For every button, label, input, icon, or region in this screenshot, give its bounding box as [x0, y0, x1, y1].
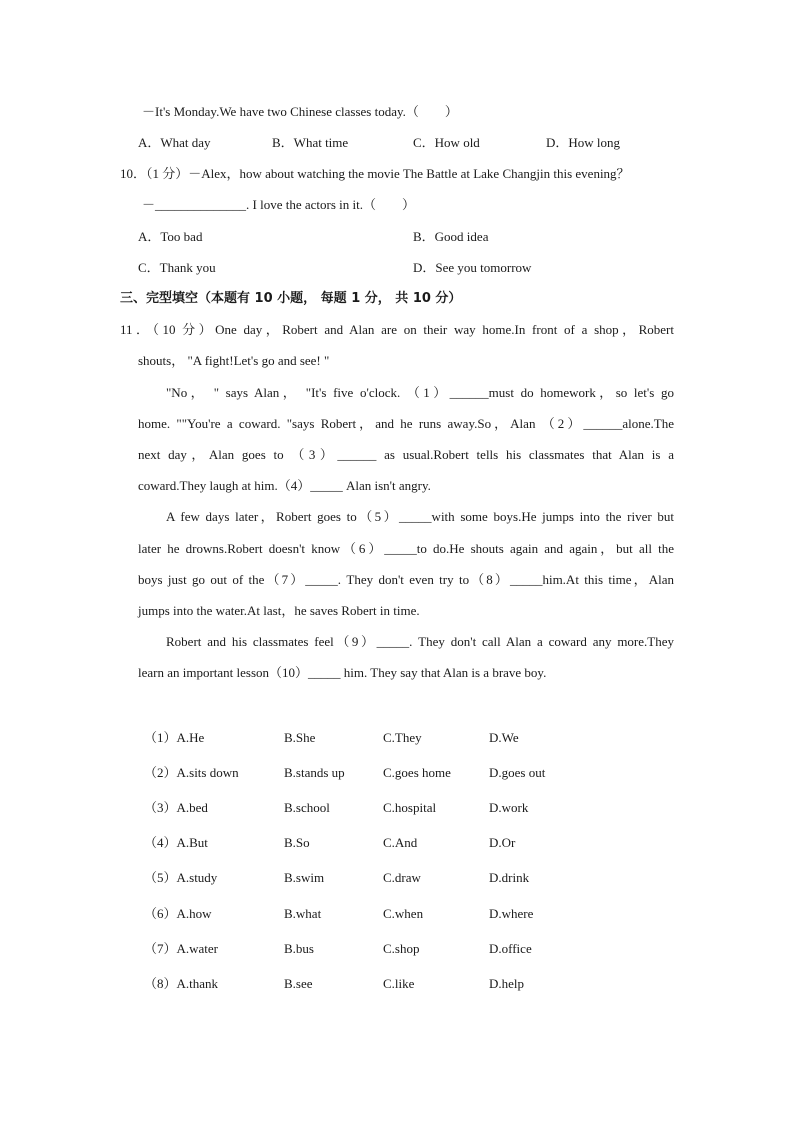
choice-option: C.hospital [383, 800, 437, 815]
choice-option: （3）A.bed [144, 800, 208, 815]
passage-line: coward.They laugh at him.（4）_____ Alan isn't angry. [138, 478, 431, 493]
passage-line: shouts， "A fight!Let's go and see! " [138, 353, 330, 368]
q10-answer-line: －______________. I love the actors in it.（ ） [142, 197, 415, 212]
passage-line: jumps into the water.At last，he saves Robert in time. [138, 603, 420, 618]
choice-option: D.help [489, 976, 525, 991]
choice-option: （5）A.study [144, 870, 218, 885]
q9-option-b: B．What time [272, 135, 349, 150]
choice-option: C.draw [383, 870, 421, 885]
passage-line: A few days later，Robert goes to（5）_____with some boys.He jumps into the river but [166, 509, 674, 524]
choice-option: C.like [383, 976, 415, 991]
passage-line: boys just go out of the（7）_____. They don't even try to（8）_____him.At this time，Alan [138, 572, 674, 587]
choice-option: D.We [489, 730, 519, 745]
passage-line: Robert and his classmates feel（9）_____. They don't call Alan a coward any more.They [166, 634, 674, 649]
q9-option-d: D．How long [546, 135, 621, 150]
choice-option: （1）A.He [144, 730, 205, 745]
choice-option: C.And [383, 835, 418, 850]
choice-option: B.what [284, 906, 322, 921]
choice-option: D.drink [489, 870, 530, 885]
choice-option: B.see [284, 976, 313, 991]
choice-option: （4）A.But [144, 835, 208, 850]
choice-option: D.goes out [489, 765, 546, 780]
choice-option: C.They [383, 730, 422, 745]
q9-option-c: C．How old [413, 135, 480, 150]
choice-option: D.where [489, 906, 534, 921]
passage-line: next day，Alan goes to （3）______ as usual.Robert tells his classmates that Alan is a [138, 447, 674, 462]
choice-option: （7）A.water [144, 941, 219, 956]
choice-option: （8）A.thank [144, 976, 219, 991]
q10-stem: 10．（1 分）－Alex，how about watching the movie The Battle at Lake Changjin this evening？ [120, 166, 630, 181]
q10-option-c: C．Thank you [138, 260, 216, 275]
choice-option: （6）A.how [144, 906, 212, 921]
passage-line: 11．（10 分）One day，Robert and Alan are on their way home.In front of a shop，Robert [120, 322, 674, 337]
choice-option: B.So [284, 835, 310, 850]
choice-option: D.office [489, 941, 532, 956]
choice-option: B.swim [284, 870, 325, 885]
passage-line: learn an important lesson（10）_____ him. They say that Alan is a brave boy. [138, 665, 547, 680]
choice-option: B.stands up [284, 765, 345, 780]
q10-option-d: D．See you tomorrow [413, 260, 532, 275]
choice-option: D.work [489, 800, 529, 815]
section-heading: 三、完型填空（本题有 10 小题， 每题 1 分， 共 10 分） [120, 291, 462, 306]
choice-option: C.shop [383, 941, 420, 956]
choice-option: B.bus [284, 941, 314, 956]
choice-option: （2）A.sits down [144, 765, 239, 780]
passage-line: home. ""You're a coward. "says Robert，and he runs away.So，Alan （2）______alone.The [138, 416, 674, 431]
choice-option: B.She [284, 730, 316, 745]
choice-option: C.goes home [383, 765, 451, 780]
q10-option-b: B．Good idea [413, 229, 489, 244]
q9-option-a: A．What day [138, 135, 211, 150]
choice-option: D.Or [489, 835, 516, 850]
q9-answer-line: －It's Monday.We have two Chinese classes today.（ ） [142, 104, 458, 119]
passage-line: later he drowns.Robert doesn't know（6）_____to do.He shouts again and again，but all the [138, 541, 674, 556]
choice-option: C.when [383, 906, 424, 921]
choice-option: B.school [284, 800, 330, 815]
passage-line: "No， " says Alan， "It's five o'clock. （1）______must do homework，so let's go [166, 385, 674, 400]
q10-option-a: A．Too bad [138, 229, 203, 244]
